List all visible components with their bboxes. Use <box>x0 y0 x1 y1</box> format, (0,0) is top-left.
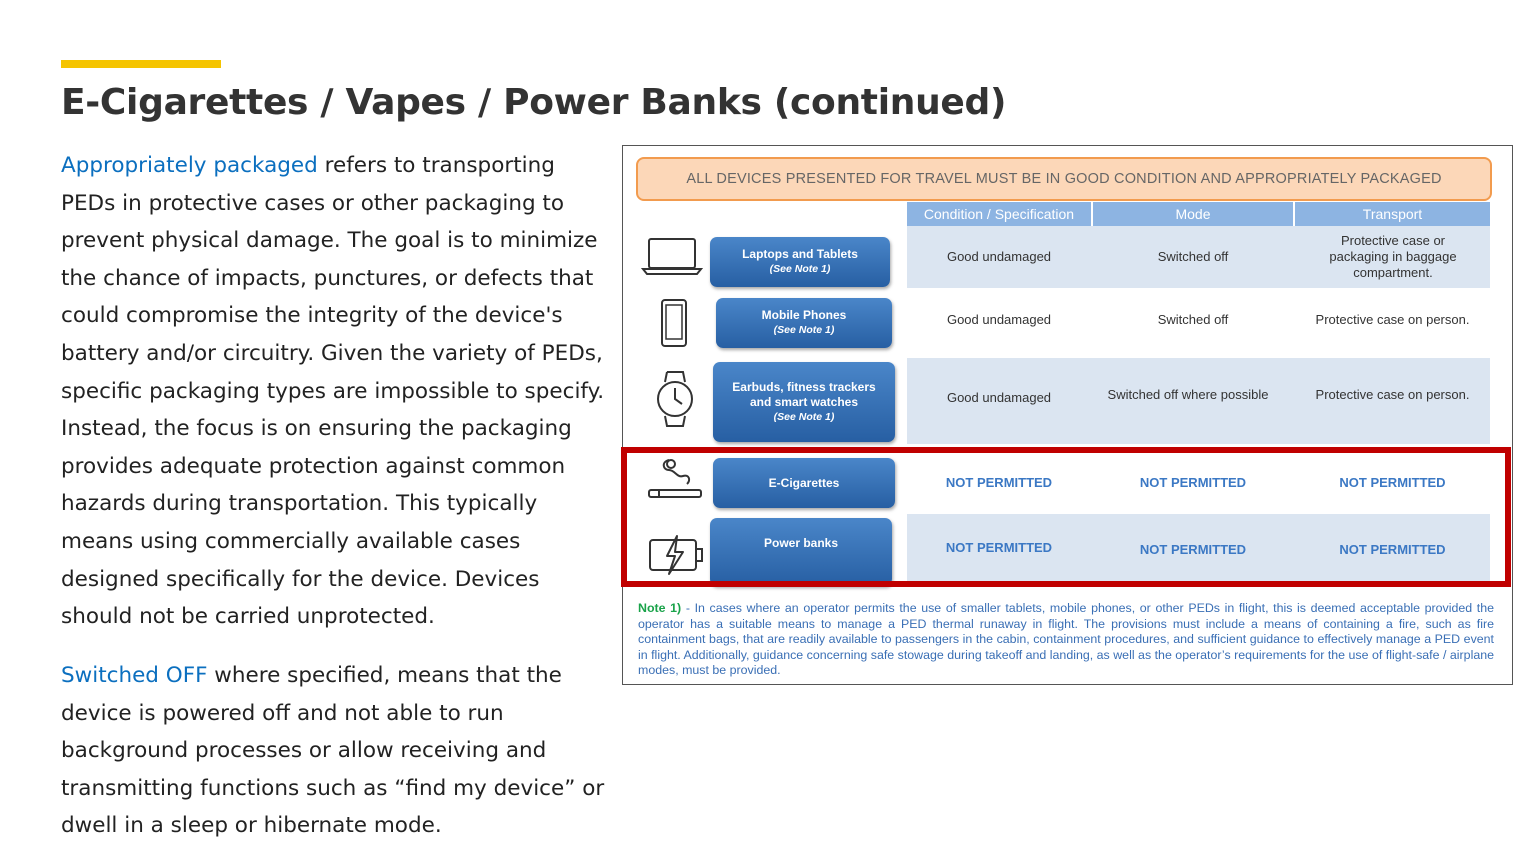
wearables-condition: Good undamaged <box>946 390 1052 405</box>
footnote-text: - In cases where an operator permits the use of smaller tablets, mobile phones, or other PEDs in flight, this is deemed acceptable provided the operator has a suitable means to manage a PED thermal runaway in flight. The provisions must include a means of containing a fire, such as fire containment bags, that are readily available to passengers in the cabin, containment procedures, and sufficient guidance to effectively manage a PED event in flight. Additionally, guidance concerning safe stowage during takeoff and landing, as well as the operator’s requirements for the use of flight-safe / airplane modes, must be provided. <box>638 601 1494 677</box>
figure-footnote <box>638 601 1494 679</box>
device-note: (See Note 1) <box>773 410 835 423</box>
device-label: E-Cigarettes <box>768 475 840 490</box>
powerbank-mode: NOT PERMITTED <box>1139 542 1247 557</box>
header-condition: Condition / Specification <box>907 202 1091 226</box>
device-label: Laptops and Tablets <box>742 247 858 261</box>
powerbank-condition: NOT PERMITTED <box>945 540 1053 555</box>
device-note: (See Note 1) <box>773 324 835 336</box>
phones-mode: Switched off <box>1157 312 1229 327</box>
wearables-mode: Switched off where possible <box>1107 387 1269 402</box>
not-permitted-highlight-box <box>621 447 1511 587</box>
laptops-condition: Good undamaged <box>946 249 1052 264</box>
mobile-phone-icon <box>659 298 689 348</box>
switched-off-paragraph <box>61 657 609 845</box>
title-accent-bar <box>61 60 221 68</box>
figure-banner: ALL DEVICES PRESENTED FOR TRAVEL MUST BE IN GOOD CONDITION AND APPROPRIATELY PACKAGED <box>636 157 1492 201</box>
smart-watch-icon <box>655 368 695 430</box>
device-note: (See Note 1) <box>769 263 831 275</box>
header-transport: Transport <box>1295 202 1490 226</box>
wearables-transport: Protective case on person. <box>1315 387 1470 402</box>
laptop-icon <box>641 236 703 276</box>
device-label: Power banks <box>763 536 839 550</box>
switched-off-term: Switched OFF <box>61 663 208 688</box>
ped-requirements-figure <box>622 145 1513 685</box>
appropriately-packaged-term: Appropriately packaged <box>61 153 318 178</box>
phones-condition: Good undamaged <box>946 312 1052 327</box>
ecig-condition: NOT PERMITTED <box>945 475 1053 490</box>
laptops-transport: Protective case or packaging in baggage compartment. <box>1329 233 1457 280</box>
powerbank-transport: NOT PERMITTED <box>1339 542 1446 557</box>
laptops-mode: Switched off <box>1157 249 1229 264</box>
header-mode: Mode <box>1093 202 1293 226</box>
slide-title: E-Cigarettes / Vapes / Power Banks (continued) <box>61 82 1007 123</box>
phones-transport: Protective case on person. <box>1315 312 1470 327</box>
ecig-mode: NOT PERMITTED <box>1139 475 1247 490</box>
footnote-label: Note 1) <box>638 601 682 615</box>
device-label: Earbuds, fitness trackers and smart watches <box>732 379 876 409</box>
device-label: Mobile Phones <box>761 308 847 322</box>
switched-off-definition: where specified, means that the device is powered off and not able to run background processes or allow receiving and transmitting functions such as “find my device” or dwell in a sleep or hibernate mode. <box>61 663 605 839</box>
device-mobile-phones <box>716 298 892 348</box>
ecig-transport: NOT PERMITTED <box>1339 475 1446 490</box>
appropriately-packaged-paragraph <box>61 147 609 636</box>
appropriately-packaged-definition: refers to transporting PEDs in protective cases or other packaging to prevent physical damage. The goal is to minimize the chance of impacts, punctures, or defects that could compromise the integrity of the device's battery and/or circuitry. Given the variety of PEDs, specific packaging types are impossible to specify. Instead, the focus is on ensuring the packaging provides adequate protection against common hazards during transportation. This typically means using commercially available cases designed specifically for the device. Devices should not be carried unprotected. <box>61 153 605 630</box>
device-laptops-tablets <box>710 237 890 287</box>
device-wearables <box>713 362 895 442</box>
